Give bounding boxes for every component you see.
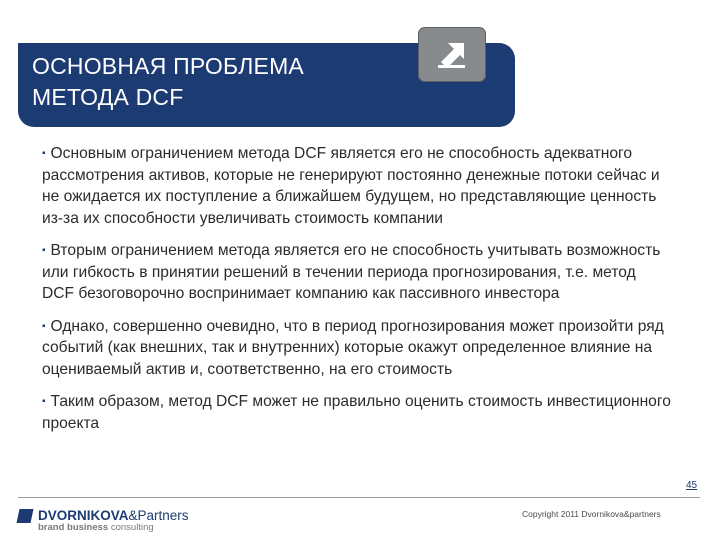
logo-tagline-rest: consulting xyxy=(108,522,154,533)
copyright-text: Copyright 2011 Dvornikova&partners xyxy=(522,509,661,519)
logo-mark-icon xyxy=(17,509,34,523)
logo-tagline xyxy=(38,523,154,533)
slide-body xyxy=(42,143,672,445)
bullet-marker: ▪ xyxy=(42,396,46,407)
logo-wordmark-ampersand: & xyxy=(128,508,138,523)
logo-tagline-bold: brand business xyxy=(38,522,109,533)
logo-wordmark xyxy=(38,508,189,523)
external-link-arrow-icon xyxy=(434,38,470,70)
slide-title-line-1: ОСНОВНАЯ ПРОБЛЕМА xyxy=(32,53,304,79)
paragraph-text: Таким образом, метод DCF может не правильно оценить стоимость инвестиционного проекта xyxy=(42,393,671,432)
paragraph-text: Основным ограничением метода DCF является его не способность адекватного рассмотрения активов, которые не генерируют постоянно денежные потоки сейчас и не ожидается их поступление а ближайшем будущем, но представляющие ценность из-за их способности увеличивать стоимость компании xyxy=(42,145,660,227)
logo-wordmark-bold: DVORNIKOVA xyxy=(38,508,129,523)
slide-title xyxy=(32,51,392,113)
paragraph-text: Однако, совершенно очевидно, что в период прогнозирования может произойти ряд событий (как внешних, так и внутренних) которые окажут определенное влияние на оцениваемый актив и, соответственно, на его стоимость xyxy=(42,317,664,378)
bullet-paragraph-4 xyxy=(42,391,672,434)
external-link-button[interactable] xyxy=(418,27,486,82)
bullet-marker: ▪ xyxy=(42,148,46,159)
slide-title-line-2: МЕТОДА DCF xyxy=(32,84,184,110)
footer-divider xyxy=(18,497,700,498)
bullet-paragraph-1 xyxy=(42,143,672,229)
bullet-paragraph-2 xyxy=(42,240,672,305)
logo-wordmark-rest: Partners xyxy=(137,508,189,523)
bullet-marker: ▪ xyxy=(42,320,46,332)
bullet-marker: ▪ xyxy=(42,245,46,256)
bullet-paragraph-3 xyxy=(42,316,672,381)
paragraph-text: Вторым ограничением метода является его не способность учитывать возможность или гибкость в принятии решений в течении периода прогнозирования, т.е. метод DCF безоговорочно воспринимает компанию как пассивного инвестора xyxy=(42,242,661,302)
page-number-link[interactable]: 45 xyxy=(686,480,698,491)
